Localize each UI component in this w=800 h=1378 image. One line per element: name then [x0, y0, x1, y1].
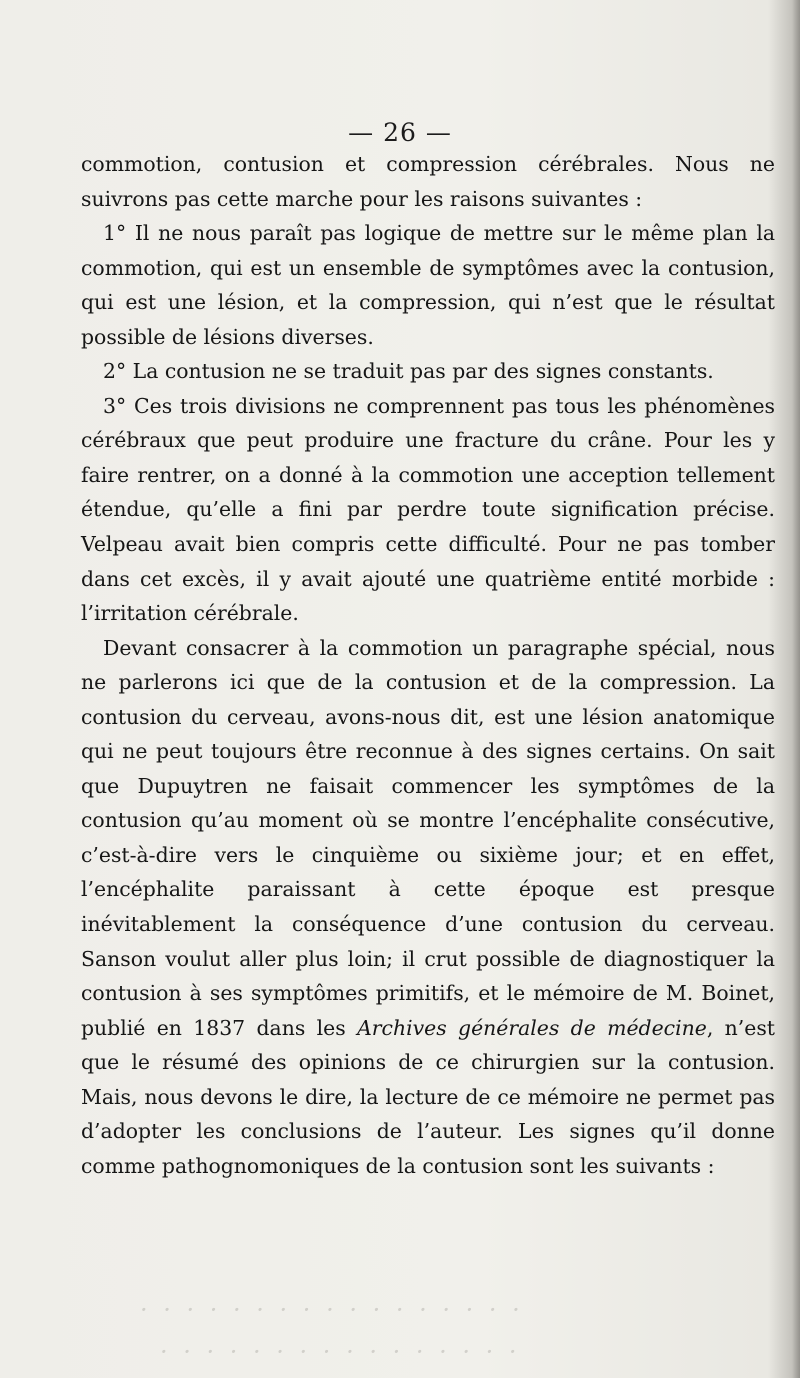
bleed-through-marks: · · · · · · · · · · · · · · · ·	[160, 1338, 521, 1366]
paragraph-1: commotion, contusion et compression cérébrales. Nous ne suivrons pas cette marche pour les raisons suivantes :	[81, 152, 775, 211]
paragraph-2: 1° Il ne nous paraît pas logique de mettre sur le même plan la commotion, qui est un ensemble de symptômes avec la contusion, qui est une lésion, et la compression, qui n’est que le résultat possible de lésions diverses.	[81, 221, 775, 349]
body-text	[81, 147, 775, 1183]
page-edge-shadow	[792, 0, 800, 1378]
paragraph-5	[81, 631, 775, 1184]
bleed-through-marks: · · · · · · · · · · · · · · · · ·	[140, 1296, 524, 1324]
paragraph-3: 2° La contusion ne se traduit pas par des signes constants.	[103, 359, 714, 384]
journal-title: Archives générales de médecine	[357, 1015, 707, 1040]
paragraph-5-text: Devant consacrer à la commotion un paragraphe spécial, nous ne parlerons ici que de la contusion et de la compression. La contusion du cerveau, avons-nous dit, est une lésion anatomique qui ne peut toujours être reconnue à des signes certains. On sait que Dupuytren ne faisait commencer les symptômes de la contusion qu’au moment où se montre l’encéphalite consécutive, c’est-à-dire vers le cinquième ou sixième jour; et en effet, l’encéphalite paraissant à cette époque est presque inévitablement la conséquence d’une contusion du cerveau. Sanson voulut aller plus loin; il crut possible de diagnostiquer la contusion à ses symptômes primitifs, et le mémoire de M. Boinet, publié en 1837 dans les	[81, 635, 775, 1040]
paragraph-4: 3° Ces trois divisions ne comprennent pas tous les phénomènes cérébraux que peut produire une fracture du crâne. Pour les y faire rentrer, on a donné à la commotion une acception tellement étendue, qu’elle a fini par perdre toute signification précise. Velpeau avait bien compris cette difficulté. Pour ne pas tomber dans cet excès, il y avait ajouté une quatrième entité morbide : l’irritation cérébrale.	[81, 393, 775, 626]
paragraph-5-end: , n’est que le résumé des opinions de ce chirurgien sur la contusion. Mais, nous devons le dire, la lecture de ce mémoire ne permet pas d’adopter les conclusions de l’auteur. Les signes qu’il donne comme pathognomoniques de la contusion sont les suivants :	[81, 1015, 775, 1178]
page-number: — 26 —	[348, 118, 452, 147]
